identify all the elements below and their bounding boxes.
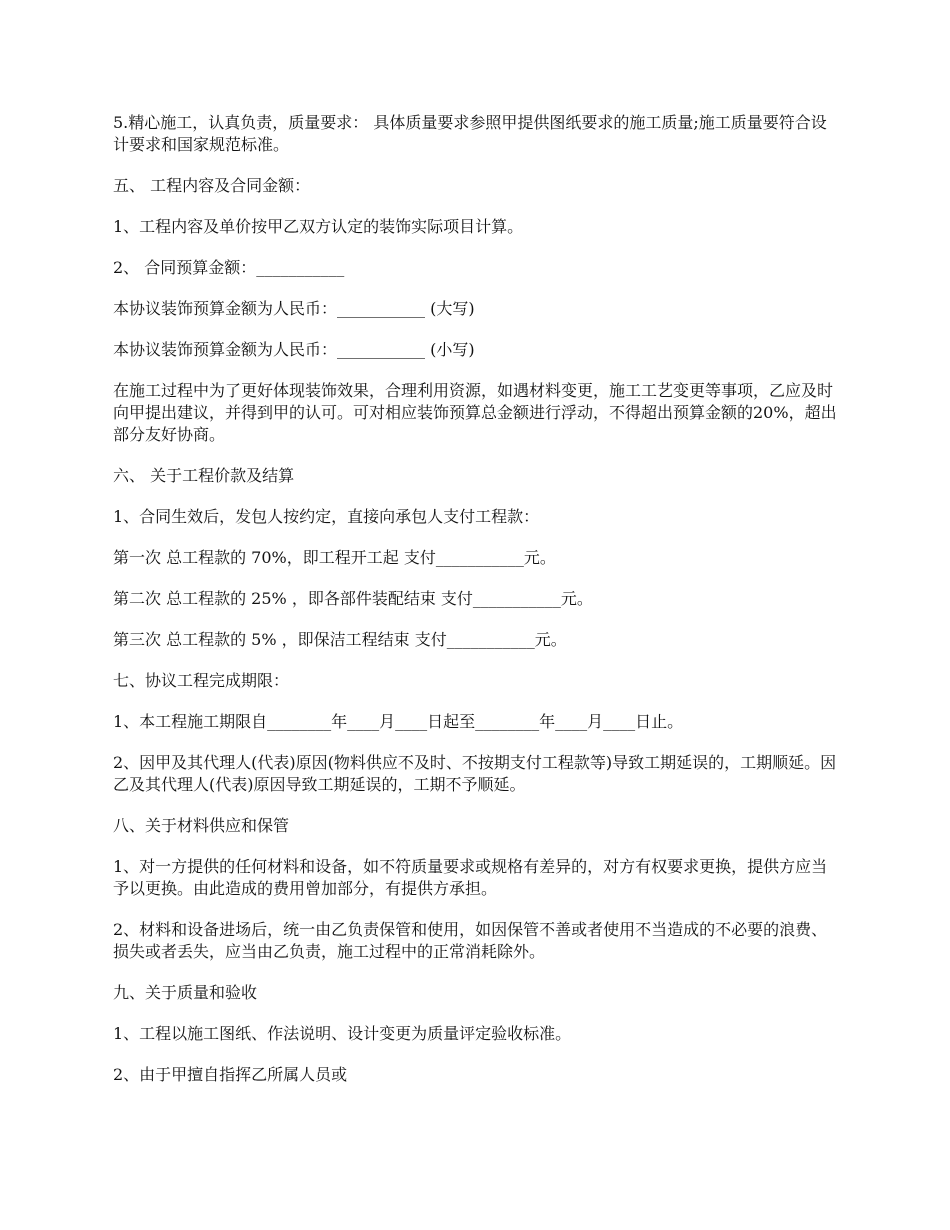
paragraph-budget-uppercase: 本协议装饰预算金额为人民币：___________ (大写)	[113, 299, 475, 318]
paragraph-content-pricing: 1、工程内容及单价按甲乙双方认定的装饰实际项目计算。	[113, 217, 524, 236]
paragraph-payment-start: 1、合同生效后，发包人按约定，直接向承包人支付工程款：	[113, 507, 540, 526]
paragraph-material-replacement: 1、对一方提供的任何材料和设备，如不符质量要求或规格有差异的，对方有权要求更换，提供方应当予以更换。由此造成的费用曾加部分，有提供方承担。	[113, 857, 828, 898]
paragraph-material-custody: 2、材料和设备进场后，统一由乙负责保管和使用，如因保管不善或者使用不当造成的不必要的浪费、损失或者丢失，应当由乙负责，施工过程中的正常消耗除外。	[113, 920, 828, 961]
paragraph-payment-second: 第二次 总工程款的 25% ，即各部件装配结束 支付___________元。	[113, 589, 593, 608]
section-heading-8: 八、关于材料供应和保管	[113, 816, 290, 835]
section-heading-7: 七、协议工程完成期限：	[113, 671, 290, 690]
paragraph-payment-third: 第三次 总工程款的 5% ，即保洁工程结束 支付___________元。	[113, 630, 567, 649]
document-body	[113, 112, 838, 1105]
paragraph-unauthorized-direction: 2、由于甲擅自指挥乙所属人员或	[113, 1065, 348, 1084]
section-heading-6: 六、 关于工程价款及结算	[113, 466, 295, 485]
paragraph-quality-requirement: 5.精心施工，认真负责，质量要求： 具体质量要求参照甲提供图纸要求的施工质量;施工质量要符合设计要求和国家规范标准。	[113, 113, 827, 154]
section-heading-9: 九、关于质量和验收	[113, 983, 258, 1002]
paragraph-delay-terms: 2、因甲及其代理人(代表)原因(物料供应不及时、不按期支付工程款等)导致工期延误的，工期顺延。因乙及其代理人(代表)原因导致工期延误的，工期不予顺延。	[113, 753, 837, 794]
section-heading-5: 五、 工程内容及合同金额：	[113, 176, 311, 195]
paragraph-budget-adjustment: 在施工过程中为了更好体现装饰效果，合理利用资源，如遇材料变更，施工工艺变更等事项，乙应及时向甲提出建议，并得到甲的认可。可对相应装饰预算总金额进行浮动，不得超出预算金额的20%，超出部分友好协商。	[113, 381, 837, 444]
paragraph-payment-first: 第一次 总工程款的 70%，即工程开工起 支付___________元。	[113, 548, 556, 567]
paragraph-acceptance-standard: 1、工程以施工图纸、作法说明、设计变更为质量评定验收标准。	[113, 1024, 572, 1043]
paragraph-budget-lowercase: 本协议装饰预算金额为人民币：___________ (小写)	[113, 340, 475, 359]
paragraph-contract-budget: 2、 合同预算金额：___________	[113, 258, 345, 277]
paragraph-duration: 1、本工程施工期限自________年____月____日起至________年____月____日止。	[113, 712, 684, 731]
